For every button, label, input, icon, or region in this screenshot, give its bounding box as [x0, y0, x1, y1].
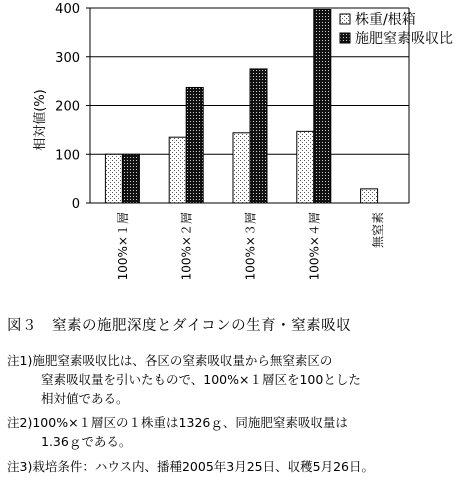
bar-series-1-4 — [297, 131, 314, 203]
bars — [105, 9, 377, 203]
y-tick-label-0: 0 — [71, 197, 80, 212]
legend — [340, 11, 453, 47]
y-tick-labels — [55, 2, 80, 212]
bar-series-2-3 — [250, 69, 267, 203]
x-tick-label-1: 100%×１層 — [115, 212, 130, 281]
y-tick-label-200: 200 — [55, 99, 80, 115]
bar-series-1-3 — [233, 133, 250, 203]
x-tick-label-2: 100%×２層 — [179, 212, 194, 281]
note-1-line-1: 注1)施肥窒素吸収比は、各区の窒素吸収量から無窒素区の — [7, 353, 333, 368]
note-2-line-2: 1.36ｇである。 — [41, 434, 132, 449]
x-tick-label-5: 無窒素 — [371, 212, 386, 249]
bar-series-2-4 — [314, 9, 331, 203]
note-2-line-1: 注2)100%×１層区の１株重は1326ｇ、同施肥窒素吸収量は — [7, 415, 348, 430]
bar-series-1-2 — [169, 137, 186, 203]
x-tick-label-4: 100%×４層 — [307, 212, 322, 281]
y-tick-label-300: 300 — [55, 50, 80, 66]
legend-swatch-series-1 — [340, 14, 350, 24]
legend-label-series-1: 株重/根箱 — [355, 12, 416, 28]
x-tick-label-3: 100%×３層 — [243, 212, 258, 281]
bar-series-2-1 — [122, 154, 139, 203]
y-axis-label: 相対値(%) — [33, 89, 48, 151]
y-tick-label-400: 400 — [55, 2, 80, 17]
note-1-line-2: 窒素吸収量を引いたもので、100%×１層区を100とした — [41, 372, 361, 387]
legend-swatch-series-2 — [340, 33, 350, 43]
x-tick-labels — [116, 212, 385, 280]
legend-label-series-2: 施肥窒素吸収比 — [355, 31, 453, 47]
note-3: 注3)栽培条件：ハウス内、播種2005年3月25日、収穫5月26日。 — [7, 459, 374, 474]
bar-series-2-2 — [186, 87, 203, 203]
note-1-line-3: 相対値である。 — [41, 391, 129, 406]
bar-series-1-5 — [361, 189, 378, 203]
bar-series-1-1 — [105, 154, 122, 203]
y-tick-label-100: 100 — [55, 148, 80, 164]
figure-caption: 図３ 窒素の施肥深度とダイコンの生育・窒素吸収 — [7, 318, 352, 334]
